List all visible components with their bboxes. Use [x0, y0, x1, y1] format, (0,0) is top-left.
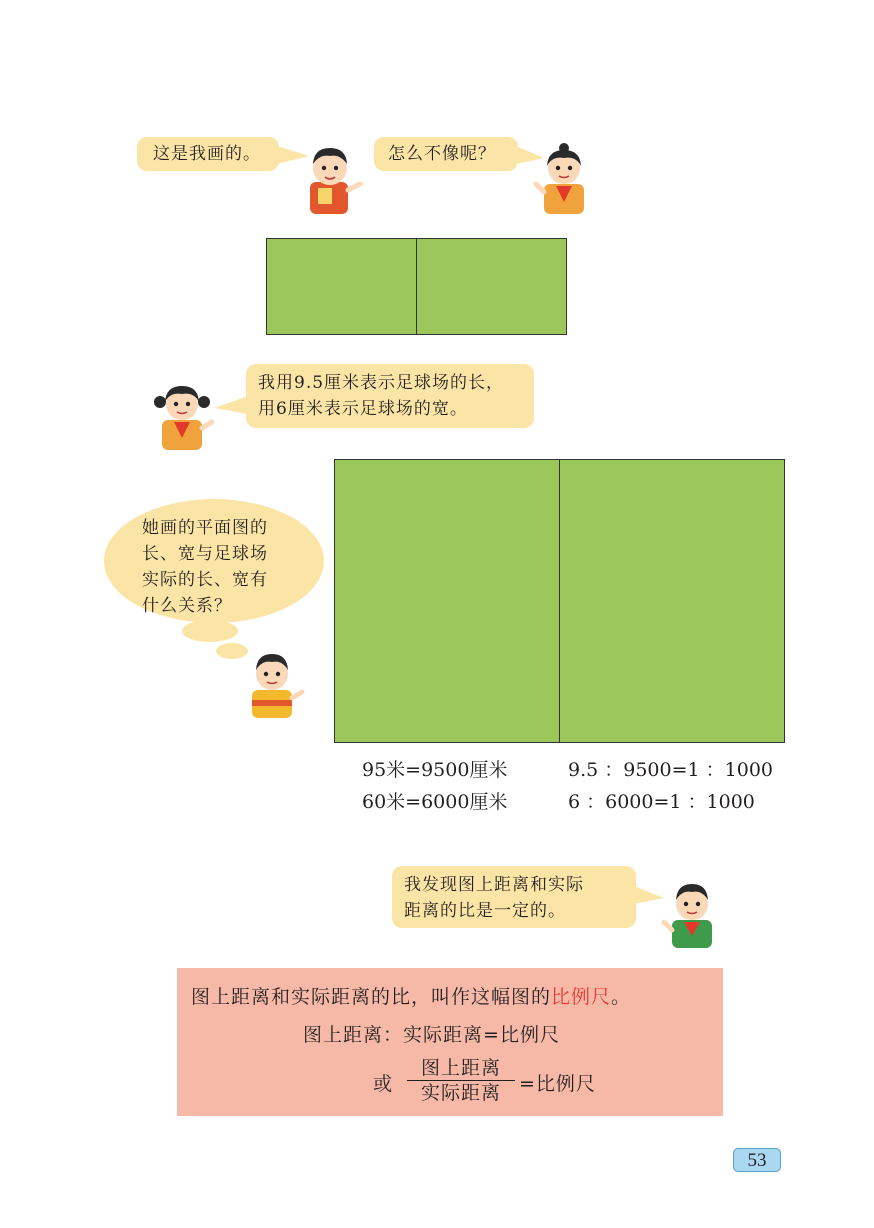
boy-found-line2: 距离的比是一定的。: [404, 901, 566, 921]
boy-illustration: [660, 878, 726, 948]
formula-map-distance: 图上距离: [303, 1024, 384, 1046]
definition-end: 。: [611, 986, 632, 1008]
fraction-result: =比例尺: [519, 1073, 596, 1095]
boy-says-text: 这是我画的。: [153, 144, 261, 164]
scale-definition: [191, 982, 631, 1009]
scale-definition-box: [177, 968, 723, 1116]
ratio-formula: [303, 1020, 560, 1047]
boy-think-line3: 实际的长、宽有: [142, 570, 268, 590]
or-word: 或: [373, 1073, 394, 1095]
thought-text: [142, 515, 268, 619]
boy-think-line1: 她画的平面图的: [142, 518, 268, 538]
fraction: [407, 1056, 515, 1105]
formula-actual-distance: 实际距离: [403, 1024, 484, 1046]
small-field-drawing: [266, 238, 567, 335]
fraction-denominator: 实际距离: [420, 1082, 501, 1104]
formula-colon: ：: [383, 1024, 404, 1046]
length-conversion: 95米=9500厘米: [362, 759, 508, 781]
girl-illustration: [532, 140, 598, 216]
definition-text: 图上距离和实际距离的比，叫作这幅图的: [191, 986, 552, 1008]
bubble-tail: [214, 392, 250, 418]
girl-explain-line2: 用6厘米表示足球场的宽。: [258, 399, 468, 419]
field-midline: [559, 460, 560, 742]
page-number: 53: [733, 1148, 781, 1172]
speech-bubble-girl: [374, 137, 518, 171]
width-conversion: 60米=6000厘米: [362, 791, 508, 813]
boy-illustration: [300, 140, 368, 216]
length-ratio: 9.5 ：9500=1 ：1000: [568, 759, 774, 781]
girl-explain-line1: 我用9.5厘米表示足球场的长，: [258, 373, 505, 393]
girl-asks-text: 怎么不像呢？: [388, 144, 496, 164]
speech-bubble-girl-explain: [246, 364, 534, 428]
speech-bubble-boy-found: [392, 866, 636, 928]
speech-bubble-boy: [137, 137, 279, 171]
boy-think-line4: 什么关系？: [142, 596, 232, 616]
boy-think-line2: 长、宽与足球场: [142, 544, 268, 564]
field-midline: [416, 239, 417, 334]
boy-found-line1: 我发现图上距离和实际: [404, 875, 584, 895]
width-ratio: 6 ：6000=1 ：1000: [568, 791, 755, 813]
fraction-numerator: 图上距离: [420, 1057, 501, 1079]
formula-result: =比例尺: [483, 1024, 560, 1046]
boy-illustration: [244, 650, 308, 718]
large-field-drawing: [334, 459, 785, 743]
girl-illustration: [150, 378, 216, 450]
scale-term: 比例尺: [551, 986, 612, 1008]
